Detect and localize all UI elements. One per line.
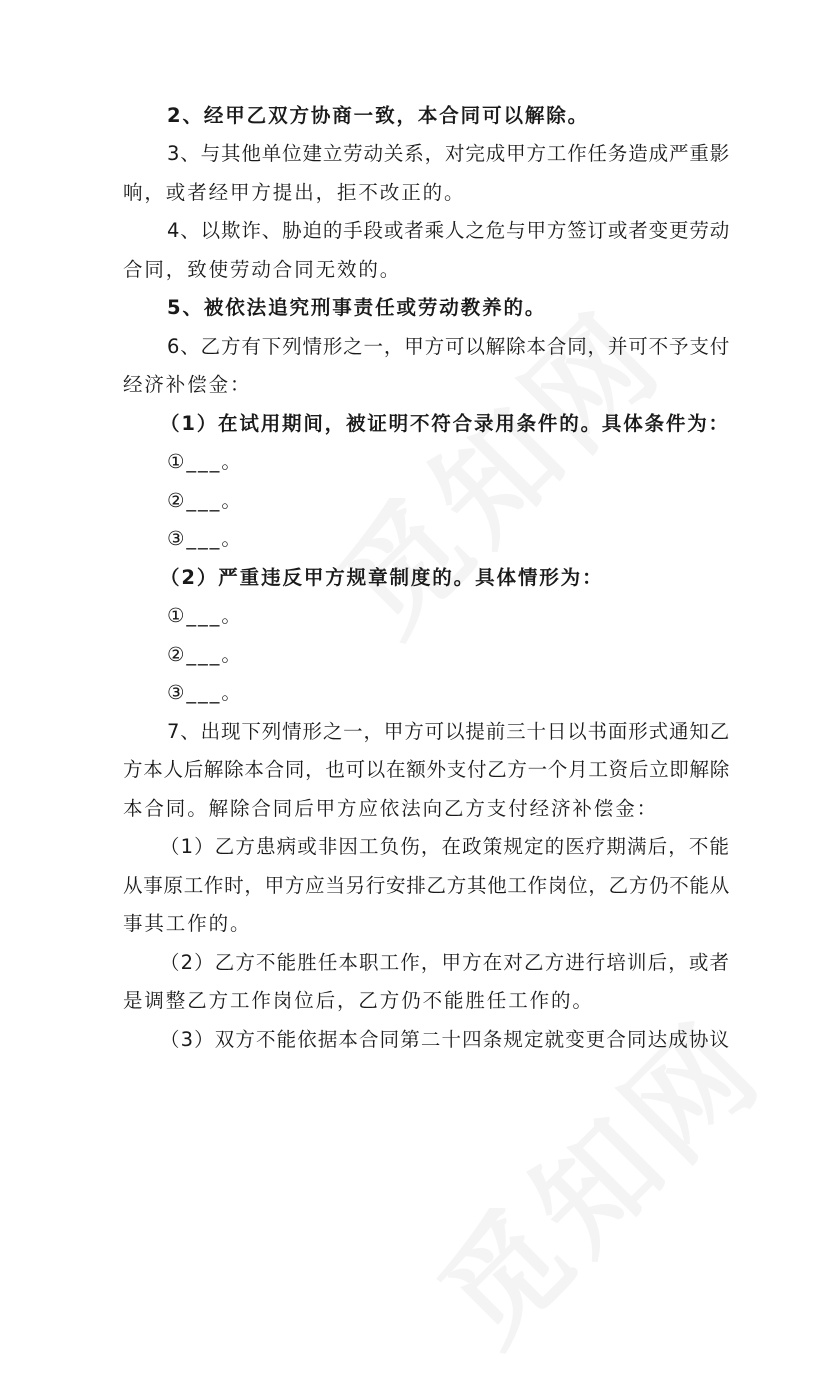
clause-6-line-1: 6、乙方有下列情形之一，甲方可以解除本合同，并可不予支付: [167, 335, 731, 358]
clause-6-item-2-blank-1: ①___。: [167, 604, 243, 627]
clause-7-line-2: 方本人后解除本合同，也可以在额外支付乙方一个月工资后立即解除: [123, 758, 731, 781]
clause-6-line-2: 经济补偿金：: [123, 373, 252, 396]
clause-6-item-1-heading: （1）在试用期间，被证明不符合录用条件的。具体条件为：: [160, 412, 730, 435]
clause-7-item-1-line-2: 从事原工作时，甲方应当另行安排乙方其他工作岗位，乙方仍不能从: [123, 874, 731, 897]
clause-6-item-2-blank-2: ②___。: [167, 643, 243, 666]
clause-6-item-1-blank-2: ②___。: [167, 489, 243, 512]
clause-4-line-2: 合同，致使劳动合同无效的。: [123, 258, 402, 281]
clause-3-line-1: 3、与其他单位建立劳动关系，对完成甲方工作任务造成严重影: [167, 142, 731, 165]
clause-7-item-3-line-1: （3）双方不能依据本合同第二十四条规定就变更合同达成协议: [160, 1028, 731, 1051]
watermark-upper: [296, 267, 693, 664]
clause-7-item-1-line-1: （1）乙方患病或非因工负伤，在政策规定的医疗期满后，不能: [160, 835, 731, 858]
clause-3-line-2: 响，或者经甲方提出，拒不改正的。: [123, 181, 466, 204]
clause-7-item-1-line-3: 事其工作的。: [123, 912, 252, 935]
clause-6-item-1-blank-3: ③___。: [167, 527, 243, 550]
clause-7-line-3: 本合同。解除合同后甲方应依法向乙方支付经济补偿金：: [123, 797, 659, 820]
clause-7-item-2-line-1: （2）乙方不能胜任本职工作，甲方在对乙方进行培训后，或者: [160, 951, 731, 974]
clause-6-item-2-blank-3: ③___。: [167, 681, 243, 704]
clause-2: 2、经甲乙双方协商一致，本合同可以解除。: [167, 104, 590, 127]
clause-7-line-1: 7、出现下列情形之一，甲方可以提前三十日以书面形式通知乙: [167, 720, 731, 743]
clause-4-line-1: 4、以欺诈、胁迫的手段或者乘人之危与甲方签订或者变更劳动: [167, 219, 731, 242]
clause-5: 5、被依法追究刑事责任或劳动教养的。: [167, 296, 547, 319]
clause-6-item-2-heading: （2）严重违反甲方规章制度的。具体情形为：: [160, 566, 604, 589]
clause-7-item-2-line-2: 是调整乙方工作岗位后，乙方仍不能胜任工作的。: [123, 989, 594, 1012]
clause-6-item-1-blank-1: ①___。: [167, 450, 243, 473]
